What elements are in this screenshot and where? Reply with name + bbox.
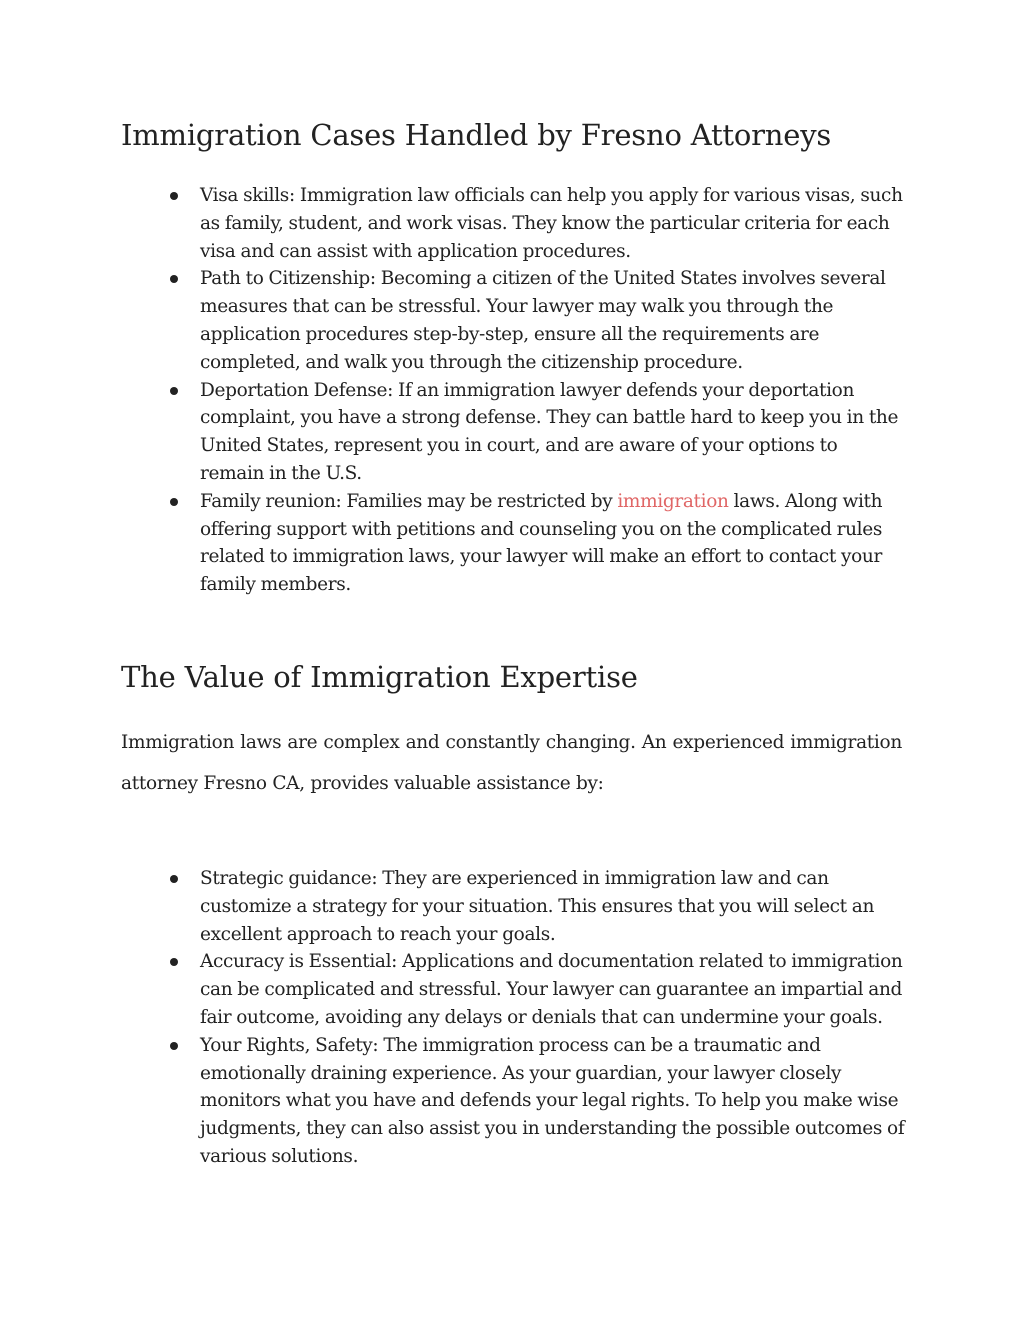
list-item-visa-skills (200, 182, 905, 265)
bullet-dot-icon (170, 875, 178, 883)
list-item-family-reunion (200, 488, 905, 599)
cases-list (200, 182, 905, 599)
list-item-text: Accuracy is Essential: Applications and documentation related to immigration can be complicated and stressful. Your lawyer can guarantee an impartial and fair outcome, avoiding any delays or denials that can undermine your goals. (200, 951, 903, 1028)
intro-paragraph: Immigration laws are complex and constantly changing. An experienced immigration attorney Fresno CA, provides valuable assistance by: (121, 732, 902, 794)
bullet-dot-icon (170, 192, 178, 200)
section-heading-cases: Immigration Cases Handled by Fresno Attorneys (121, 118, 832, 152)
list-item-strategic-guidance (200, 865, 905, 948)
bullet-dot-icon (170, 498, 178, 506)
list-item-text: Deportation Defense: If an immigration lawyer defends your deportation complaint, you have a strong defense. They can battle hard to keep you in the United States, represent you in court, and are aware of your options to remain in the U.S. (200, 379, 899, 484)
list-item-text: Path to Citizenship: Becoming a citizen of the United States involves several measures that can be stressful. Your lawyer may walk you through the application procedures step-by-step, ensure all the requirements are completed, and walk you through the citizenship procedure. (200, 268, 886, 373)
list-item-text: Visa skills: Immigration law officials can help you apply for various visas, such as family, student, and work visas. They know the particular criteria for each visa and can assist with application procedures. (200, 185, 903, 262)
list-item-deportation (200, 377, 905, 488)
list-item-citizenship (200, 265, 905, 376)
bullet-dot-icon (170, 958, 178, 966)
list-item-accuracy (200, 948, 905, 1031)
bullet-dot-icon (170, 387, 178, 395)
section-heading-value: The Value of Immigration Expertise (121, 660, 638, 694)
list-item-text-before-link: Family reunion: Families may be restricted by (200, 490, 618, 512)
expertise-list (200, 865, 905, 1171)
immigration-link[interactable]: immigration (617, 490, 729, 512)
bullet-dot-icon (170, 275, 178, 283)
list-item-rights-safety (200, 1032, 905, 1171)
bullet-dot-icon (170, 1042, 178, 1050)
list-item-text: Your Rights, Safety: The immigration process can be a traumatic and emotionally draining experience. As your guardian, your lawyer closely monitors what you have and defends your legal rights. To help you make wise judgments, they can also assist you in understanding the possible outcomes of various solutions. (200, 1034, 905, 1167)
list-item-text-after-link: laws. Along with offering support with petitions and counseling you on the complicated rules related to immigration laws, your lawyer will make an effort to contact your family members. (200, 490, 883, 596)
list-item-text: Strategic guidance: They are experienced in immigration law and can customize a strategy for your situation. This ensures that you will select an excellent approach to reach your goals. (200, 868, 875, 945)
